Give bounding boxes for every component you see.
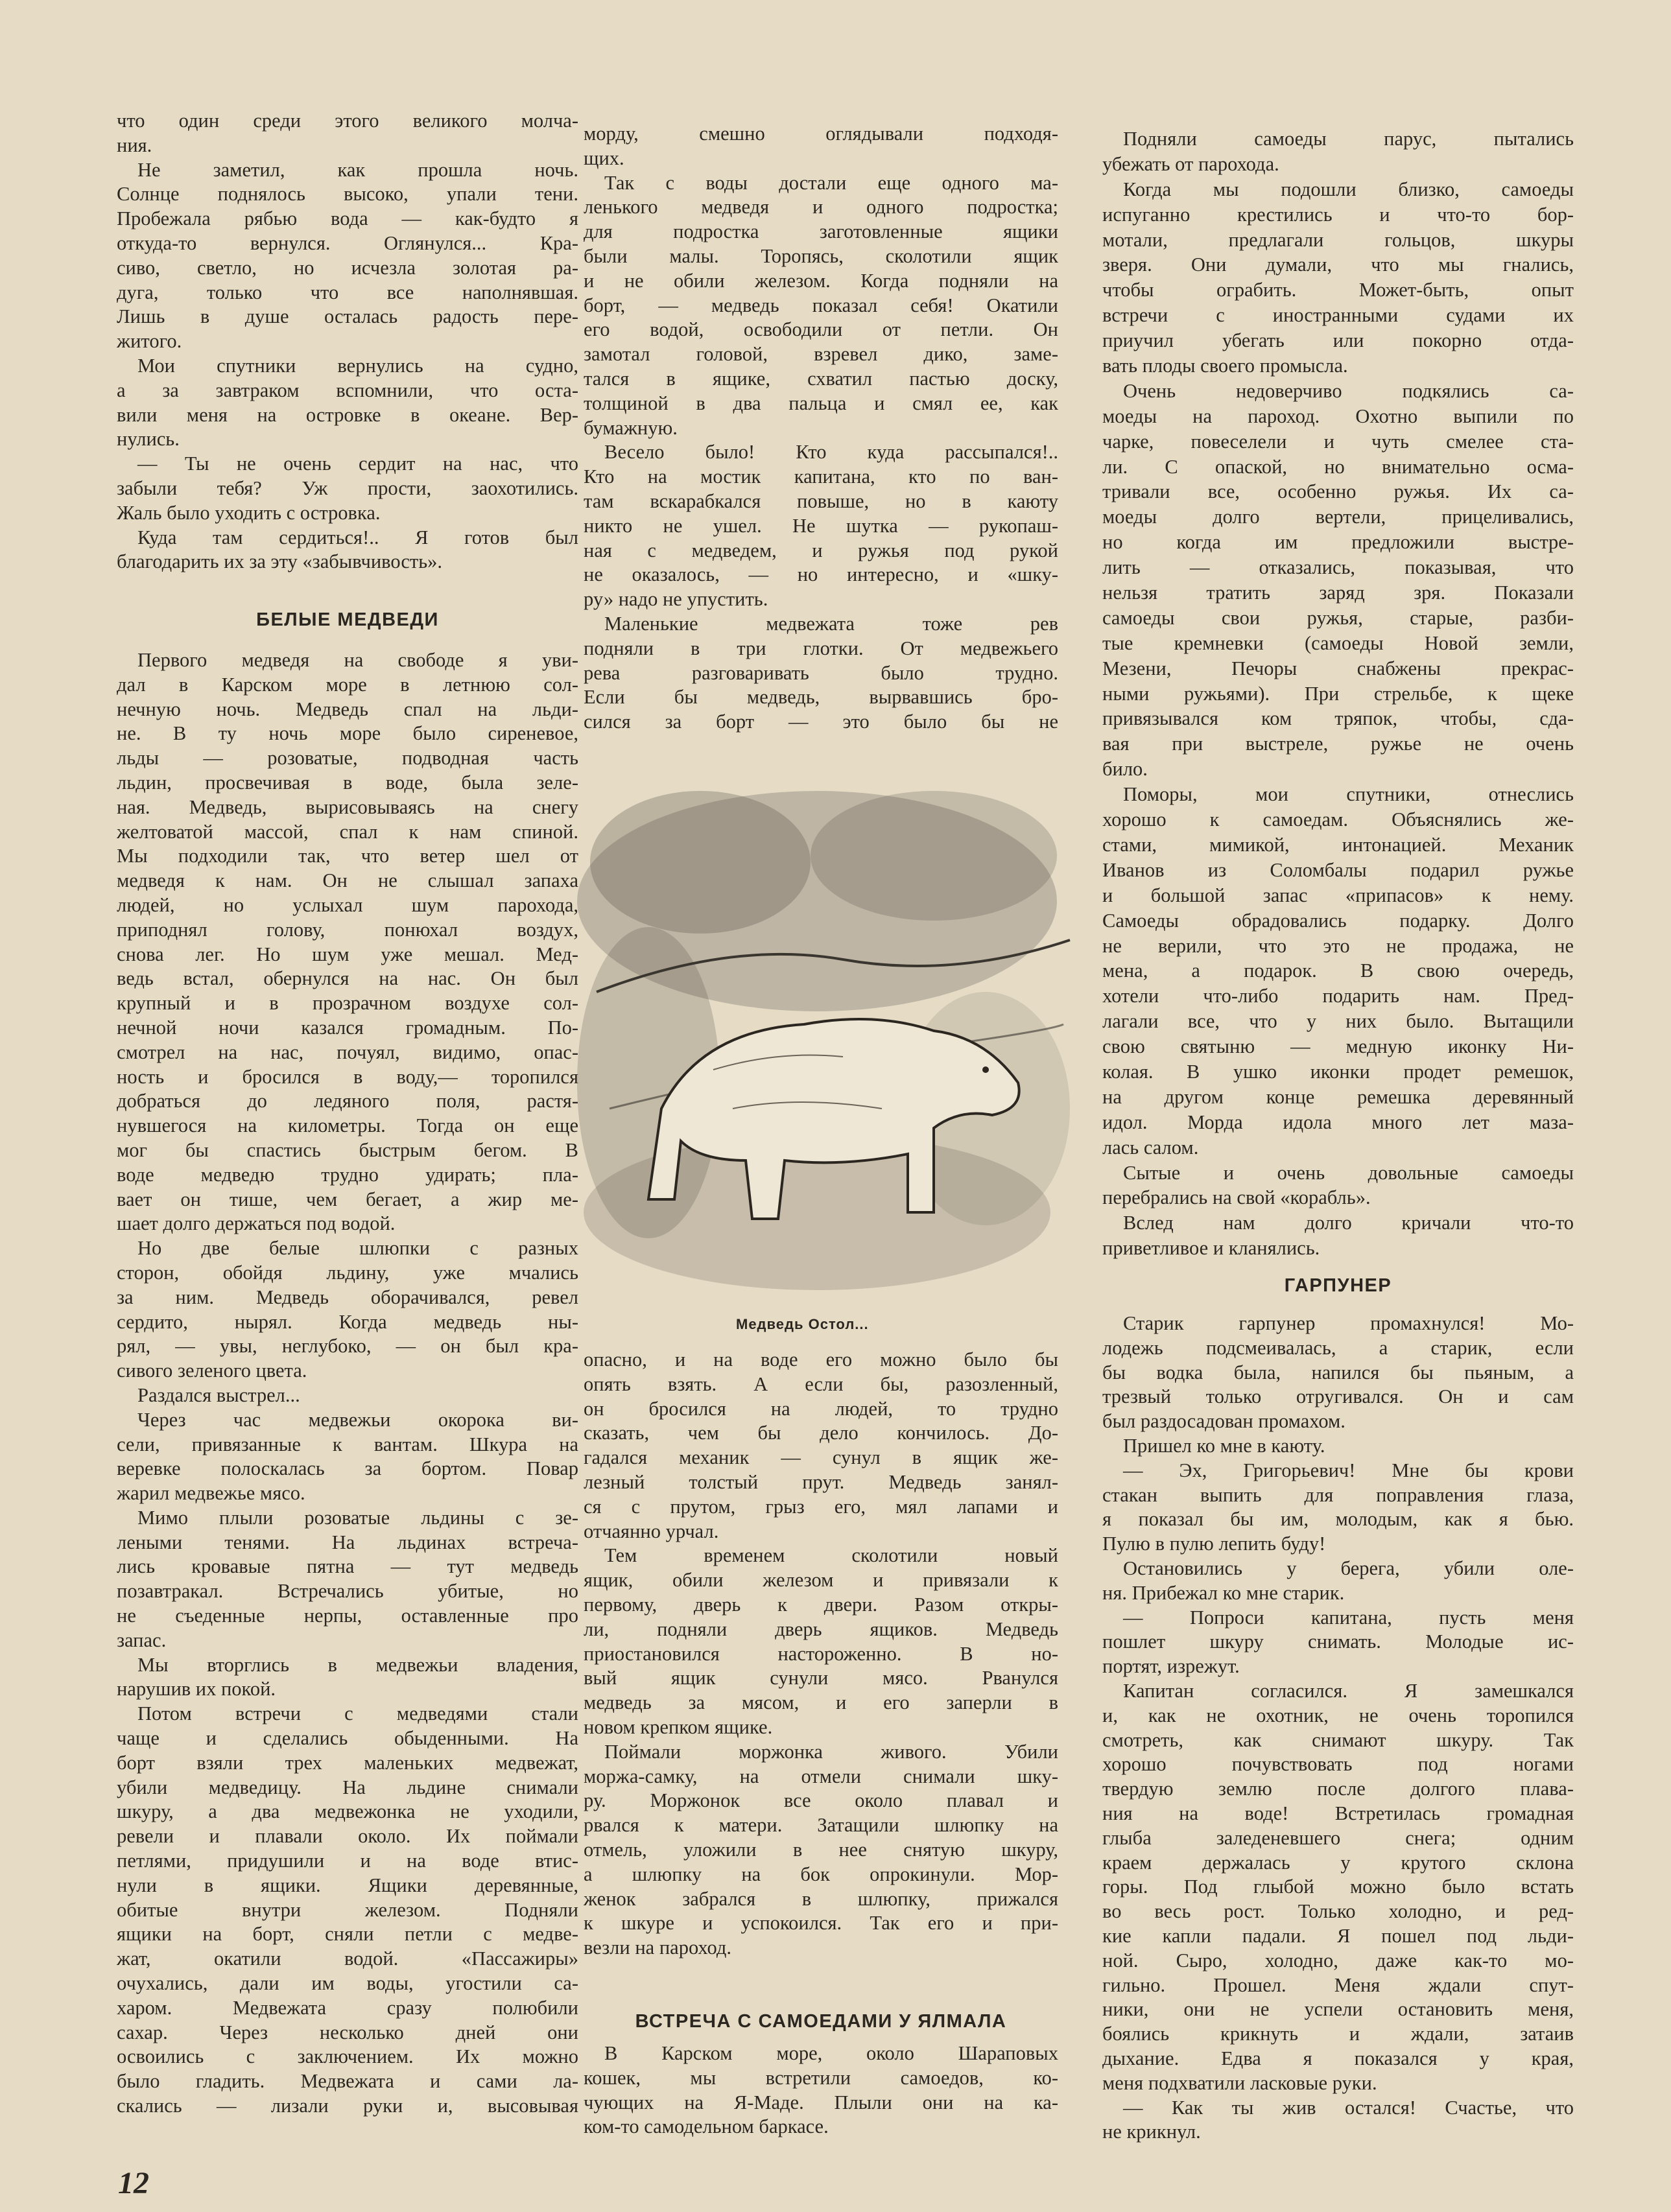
text-line: стакан выпить для поправления глаза, [1102,1483,1574,1506]
paragraph [584,171,1058,441]
paragraph [584,122,1058,171]
text-line: дыхание. Едва я показался у края, [1102,2047,1574,2069]
text-line: ность и бросился в воду,— торопился [117,1065,578,1088]
text-line: откуда-то вернулся. Оглянулся... Кра- [117,231,578,254]
text-line: свою святыню — медную иконку Ни- [1102,1035,1574,1058]
text-line: опять взять. А если бы, разозленный, [584,1372,1058,1395]
text-line: Старик гарпунер промахнулся! Мо- [1123,1312,1574,1334]
text-line: подняли в три глотки. От медвежьего [584,637,1058,659]
text-line: на другом конце ремешка деревянный [1102,1085,1574,1108]
text-line: рева разговаривать было трудно. [584,661,1058,684]
text-line: лезный толстый прут. Медведь занял- [584,1470,1058,1493]
text-line: глыба заледеневшего снега; одним [1102,1826,1574,1849]
text-line: Кто на мостик капитана, кто по ван- [584,465,1058,488]
text-line: житого. [117,330,182,353]
text-line: убежать от парохода. [1102,152,1279,175]
text-line: портят, изрежут. [1102,1655,1240,1678]
text-line: крупный и в прозрачном воздухе сол- [117,992,578,1015]
text-line: убили медведицу. На льдине снимали [117,1776,578,1798]
text-line: замотал головой, взревел дико, заме- [584,343,1058,366]
paragraph [1102,1160,1574,1211]
text-line: забыли тебя? Уж прости, заохотились. [117,477,578,499]
text-line: петлями, придушили и на воде втис- [117,1850,578,1872]
text-line: снова лег. Но шум уже мешал. Мед- [117,943,578,965]
paragraph [1102,1606,1574,1679]
text-line: и, как не охотник, не очень торопился [1102,1704,1574,1726]
text-line: позавтракал. Встречались убитые, но [117,1580,578,1603]
text-line: шкуру, а два медвежонка не уходили, [117,1800,578,1823]
text-line: рял, — увы, неглубоко, — он был кра- [117,1335,578,1358]
text-line: для подростка заготовленные ящики [584,220,1058,243]
text-line: было гладить. Медвежата и сами ла- [117,2070,578,2093]
text-line: моеды долго вертели, прицеливались, [1102,506,1574,528]
text-line: привязывался ком тряпок, чтобы, сда- [1102,707,1574,730]
text-line: сахар. Через несколько дней они [117,2021,578,2043]
text-line: кошек, мы встретили самоедов, ко- [584,2066,1058,2089]
text-line: самоеды свои ружья, старые, разби- [1102,606,1574,629]
text-line: первому, дверь к двери. Разом откры- [584,1593,1058,1616]
paragraph [1102,379,1574,782]
text-line: Раздался выстрел... [137,1383,300,1406]
text-line: нувшегося на километры. Тогда он еще [117,1114,578,1137]
text-line: Поморы, мои спутники, отнеслись [1123,783,1574,806]
text-line: чтобы ограбить. Может-быть, опыт [1102,279,1574,301]
paragraph [1102,1434,1574,1459]
text-line: сивого зеленого цвета. [117,1359,307,1382]
text-line: Мимо плыли розоватые льдины с зе- [137,1506,578,1529]
text-line: Мезени, Печоры снабжены прекрас- [1102,657,1574,679]
text-line: Маленькие медвежата тоже рев [604,612,1058,635]
text-line: толщиной в два пальца и смял ее, как [584,392,1058,414]
text-line: Весело было! Кто куда рассыпался!.. [604,441,1058,464]
text-line: горы. Под глыбой можно было встать [1102,1876,1574,1898]
text-line: желтоватой массой, спал к нам спиной. [117,820,578,843]
text-line: Тем временем сколотили новый [604,1544,1058,1567]
text-line: не оказалось, — но интересно, и «шку- [584,563,1058,586]
text-line: Не заметил, как прошла ночь. [137,158,578,181]
text-line: Пробежала рябью вода — как-будто я [117,207,578,230]
text-line: людей, но услыхал шум парохода, [117,893,578,916]
text-line: к шкуре и успокоился. Так его и при- [584,1912,1058,1935]
paragraph [117,109,578,158]
text-line: он бросился на людей, то трудно [584,1397,1058,1420]
text-line: Но две белые шлюпки с разных [137,1237,578,1260]
text-line: медведь за мясом, и его заперли в [584,1691,1058,1714]
text-line: ния на воде! Встретилась громадная [1102,1802,1574,1824]
text-line: запас. [117,1629,167,1651]
text-line: гильно. Прошел. Меня ждали спут- [1102,1973,1574,1996]
text-line: Подняли самоеды парус, пытались [1123,128,1574,150]
text-line: трезвый только отругивался. Он и сам [1102,1385,1574,1408]
text-line: — Попроси капитана, пусть меня [1123,1606,1574,1629]
text-line: жарил медвежье мясо. [117,1482,305,1505]
text-line: шает долго держаться под водой. [117,1212,396,1235]
text-line: тривали все, особенно ружья. Их са- [1102,480,1574,503]
text-line: льдин, просвечивая в воде, была зеле- [117,771,578,794]
text-line: а за завтраком вспомнили, что оста- [117,379,578,401]
text-line: дуга, только что все наполнявшая. [117,281,578,303]
text-line: пошлет шкуру снимать. Молодые ис- [1102,1630,1574,1653]
text-line: а шлюпку на бок опрокинули. Мор- [584,1863,1058,1885]
text-line: ру. Моржонок все около плавал и [584,1789,1058,1812]
text-line: Мои спутники вернулись на судно, [137,354,578,377]
text-line: вый ящик сунули мясо. Рванулся [584,1667,1058,1689]
text-line: тался в ящике, схватил пастью доску, [584,367,1058,390]
text-line: леными тенями. На льдинах встреча- [117,1531,578,1553]
text-line: тые кремневки (самоеды Новой земли, [1102,631,1574,654]
paragraph [117,354,578,452]
text-line: вили меня на островке в океане. Вер- [117,403,578,426]
text-line: там вскарабкался повыше, но в каюту [584,489,1058,512]
text-line: харом. Медвежата сразу полюбили [117,1996,578,2019]
text-line: не съеденные нерпы, оставленные про [117,1605,578,1627]
text-line: ная с медведем, и ружья под рукой [584,539,1058,561]
paragraph [117,1702,578,2119]
text-line: нечную ночь. Медведь спал на льди- [117,698,578,720]
paragraph [117,648,578,1236]
text-line: ли, подняли дверь ящиков. Медведь [584,1618,1058,1640]
text-line: сказать, чем бы дело кончилось. До- [584,1422,1058,1444]
paragraph [1102,1459,1574,1557]
text-line: но когда им предложили выстре- [1102,531,1574,554]
text-line: зверя. Они думали, что мы гнались, [1102,253,1574,276]
text-line: Капитан согласился. Я замешкался [1123,1679,1574,1702]
text-line: не крикнул. [1102,2121,1201,2143]
section-heading-samoyeds: ВСТРЕЧА С САМОЕДАМИ У ЯЛМАЛА [635,2011,1007,2032]
text-line: Пулю в пулю лепить буду! [1102,1533,1326,1555]
text-line: веревке полоскалась за бортом. Повар [117,1457,578,1480]
text-line: щих. [584,147,624,169]
text-line: ли. С опаской, но внимательно осма- [1102,455,1574,478]
text-line: лодежь подсмеивалась, а старик, если [1102,1336,1574,1359]
text-line: благодарить их за эту «забывчивость». [117,550,443,573]
text-line: был раздосадован промахом. [1102,1410,1345,1433]
text-line: морду, смешно оглядывали подходя- [584,123,1058,145]
text-line: скались — лизали руки и, высовывая [117,2095,578,2117]
paragraph [1102,1679,1574,2096]
column-1-text-top [117,109,578,574]
paragraph [117,1408,578,1506]
text-line: перебрались на свой «корабль». [1102,1186,1371,1209]
text-line: везли на пароход. [584,1936,732,1959]
text-line: ящики на борт, сняли петли с медве- [117,1923,578,1946]
text-line: сели, привязанные к вантам. Шкура на [117,1433,578,1455]
text-line: Иванов из Соломбалы подарил ружье [1102,858,1574,881]
text-line: Поймали моржонка живого. Убили [604,1740,1058,1763]
text-line: ными ружьями). При стрельбе, к щеке [1102,682,1574,705]
paragraph [1102,1557,1574,1606]
text-line: вает он тише, чем бегает, а жир ме- [117,1188,578,1210]
text-line: воде медведю трудно удирать; пла- [117,1163,578,1186]
bear-illustration [571,746,1083,1303]
paragraph [1102,1312,1574,1434]
text-line: било. [1102,758,1148,781]
text-line: хорошо к самоедам. Объяснялись же- [1102,808,1574,831]
text-line: смотрел на нас, почуял, видимо, опас- [117,1041,578,1063]
text-line: никто не ушел. Не шутка — рукопаш- [584,514,1058,537]
paragraph [584,1740,1058,1960]
text-line: бумажную. [584,416,678,439]
paragraph [584,1544,1058,1739]
page-number: 12 [118,2166,149,2200]
text-line: женок забрался в шлюпку, прижался [584,1887,1058,1910]
text-line: рвался к матери. Затащили шлюпку на [584,1814,1058,1837]
text-line: Жаль было уходить с островка. [117,501,381,524]
text-line: отмель, уложили в нее снятую шкуру, [584,1838,1058,1861]
text-line: приучил убегать или покорно отда- [1102,329,1574,352]
text-line: сторон, обойдя льдину, уже мчались [117,1261,578,1284]
column-3-text-bottom [1102,1312,1574,2145]
text-line: Вслед нам долго кричали что-то [1123,1212,1574,1234]
text-line: сердито, нырял. Когда медведь ны- [117,1310,578,1333]
text-line: были малы. Торопясь, сколотили ящик [584,244,1058,267]
text-line: мена, а подарок. В свою очередь, [1102,959,1574,982]
text-line: нули в ящики. Ящики деревянные, [117,1874,578,1896]
text-line: чующих на Я-Маде. Плыли они на ка- [584,2091,1058,2113]
text-line: обитые внутри железом. Подняли [117,1898,578,1921]
text-line: ру» надо не упустить. [584,588,768,611]
text-line: Так с воды достали еще одного ма- [604,171,1058,194]
text-line: льды — розоватые, подводная часть [117,747,578,770]
text-line: новом крепком ящике. [584,1715,773,1738]
text-line: — Ты не очень сердит на нас, что [137,453,578,475]
column-2-text-bottom [584,2041,1058,2139]
text-line: ревели и плавали около. Их поймали [117,1825,578,1848]
text-line: мог бы спастись быстрым бегом. В [117,1138,578,1161]
text-line: его водой, освободили от петли. Он [584,318,1058,341]
text-line: ленького медведя и одного подростка; [584,196,1058,218]
text-line: Потом встречи с медведями стали [137,1702,578,1725]
text-line: не. В ту ночь море было сиреневое, [117,722,578,745]
paragraph [584,2041,1058,2139]
text-line: хотели что-либо подарить нам. Пред- [1102,985,1574,1007]
text-line: нулись. [117,428,180,451]
text-line: борт, — медведь показал себя! Окатили [584,294,1058,316]
text-line: моеды на пароход. Охотно выпили по [1102,405,1574,427]
text-line: вая при выстреле, ружье не очень [1102,733,1574,755]
text-line: борт взяли трех маленьких медвежат, [117,1751,578,1774]
section-heading-polar-bears: БЕЛЫЕ МЕДВЕДИ [256,609,439,630]
text-line: испуганно крестились и что-то бор- [1102,203,1574,226]
text-line: чаще и сделались обыденными. На [117,1727,578,1750]
text-line: сиво, светло, но исчезла золотая ра- [117,256,578,279]
column-2-text-top [584,122,1058,735]
text-line: ком-то самодельном баркасе. [584,2115,829,2138]
text-line: освоились с заключением. Их можно [117,2045,578,2068]
text-line: очухались, дали им воды, угостили са- [117,1972,578,1995]
text-line: я показал бы им, молодым, как я бью. [1102,1508,1574,1531]
text-line: краем держалась у крутого склона [1102,1851,1574,1874]
text-line: мотали, предлагали гольцов, шкуры [1102,228,1574,251]
text-line: чарке, повеселели и чуть смелее ста- [1102,430,1574,453]
text-line: приподнял голову, понюхал воздух, [117,918,578,941]
text-line: — Как ты жив остался! Счастье, что [1123,2096,1574,2119]
text-line: лись кровавые пятна — тут медведь [117,1555,578,1578]
text-line: за ним. Медведь оборачивался, ревел [117,1286,578,1308]
paragraph [1102,177,1574,379]
text-line: бы водка была, напился бы пьяным, а [1102,1361,1574,1383]
text-line: Остановились у берега, убили оле- [1123,1557,1574,1579]
text-line: ной. Сыро, холодно, даже как-то мо- [1102,1949,1574,1971]
text-line: Мы вторглись в медвежьи владения, [137,1653,578,1676]
paragraph [1102,126,1574,177]
text-line: медведя к нам. Он не слышал запаха [117,869,578,892]
text-line: смотреть, как снимают шкуру. Так [1102,1728,1574,1751]
text-line: хорошо почувствовать под ногами [1102,1753,1574,1776]
text-line: нечной ночи казался громадным. По- [117,1016,578,1039]
text-line: жат, окатили водой. «Пассажиры» [117,1947,578,1970]
text-line: Первого медведя на свободе я уви- [137,649,578,671]
text-line: Через час медвежьи окорока ви- [137,1408,578,1431]
text-line: В Карском море, около Шараповых [604,2042,1058,2064]
text-line: ня. Прибежал ко мне старик. [1102,1581,1345,1604]
text-line: кие капли падали. Я пошел под льди- [1102,1924,1574,1947]
text-line: дал в Карском море в летнюю сол- [117,673,578,696]
text-line: добраться до ледяного поля, растя- [117,1090,578,1112]
text-line: ся с прутом, грыз его, мял лапами и [584,1495,1058,1518]
text-line: твердую землю после долгого плава- [1102,1778,1574,1800]
paragraph [1102,2096,1574,2145]
text-line: ники, они не успели остановить меня, [1102,1998,1574,2021]
paragraph [584,440,1058,612]
figure-caption: Медведь Остол... [736,1316,869,1332]
text-line: во весь рост. Только холодно, и ред- [1102,1900,1574,1923]
text-line: лагали все, что у них было. Вытащили [1102,1010,1574,1033]
text-line: Пришел ко мне в каюту. [1123,1434,1325,1457]
text-line: Самоеды обрадовались подарку. Долго [1102,909,1574,932]
paragraph [1102,782,1574,1160]
paragraph [117,1506,578,1653]
text-line: меня подхватили ласковые руки. [1102,2071,1377,2094]
text-line: Солнце поднялось высоко, упали тени. [117,183,578,206]
text-line: ведь встал, обернулся на нас. Он был [117,967,578,990]
text-line: и не обили железом. Когда подняли на [584,269,1058,292]
text-line: Очень недоверчиво подкялись са- [1123,379,1574,402]
text-line: Когда мы подошли близко, самоеды [1123,178,1574,200]
text-line: боялись крикнуть и ждали, затаив [1102,2023,1574,2045]
paragraph [117,158,578,354]
column-1-text-bottom [117,648,578,2119]
text-line: ящик, обили железом и привязали к [584,1569,1058,1592]
text-line: лась салом. [1102,1136,1199,1159]
paragraph [117,1653,578,1702]
text-line: нельзя тратить заряд зря. Показали [1102,582,1574,604]
text-line: Куда там сердиться!.. Я готов был [137,526,578,548]
text-line: нарушив их покой. [117,1678,276,1700]
text-line: идол. Морда идола много лет маза- [1102,1111,1574,1133]
text-line: Сытые и очень довольные самоеды [1123,1161,1574,1184]
paragraph [117,452,578,525]
text-line: моржа-самку, на отмели снимали шку- [584,1765,1058,1787]
text-line: приветливое и кланялись. [1102,1237,1320,1260]
section-heading-harpooner: ГАРПУНЕР [1284,1275,1392,1296]
text-line: Если бы медведь, вырвавшись бро- [584,686,1058,709]
text-line: не верили, что это не продажа, не [1102,934,1574,957]
paragraph [1102,1210,1574,1261]
text-line: Мы подходили так, что ветер шел от [117,845,578,867]
text-line: отчаянно урчал. [584,1520,719,1542]
text-line: ная. Медведь, вырисовываясь на снегу [117,795,578,818]
paragraph [117,1236,578,1383]
paragraph [584,1348,1058,1544]
text-line: лить — отказались, показывая, что [1102,556,1574,579]
text-line: и большой запас «припасов» к нему. [1102,884,1574,906]
text-line: гадался механик — сунул в ящик же- [584,1446,1058,1469]
text-line: сился за борт — это было бы не [584,711,1058,733]
text-line: ния. [117,134,152,156]
paragraph [117,1383,578,1408]
text-line: приостановился настороженно. В но- [584,1642,1058,1665]
column-3-text-top [1102,126,1574,1261]
paragraph [117,526,578,575]
text-line: встречи с иностранными судами их [1102,304,1574,327]
text-line: опасно, и на воде его можно было бы [584,1348,1058,1371]
text-line: вать плоды своего промысла. [1102,355,1348,377]
paragraph [584,612,1058,735]
column-2-text-middle [584,1348,1058,1960]
text-line: Лишь в душе осталась радость пере- [117,305,578,328]
text-line: — Эх, Григорьевич! Мне бы крови [1123,1459,1574,1481]
text-line: что один среди этого великого молча- [117,110,578,132]
text-line: стами, мимикой, интонацией. Механик [1102,833,1574,856]
text-line: колая. В ушко иконки продет ремешок, [1102,1060,1574,1083]
